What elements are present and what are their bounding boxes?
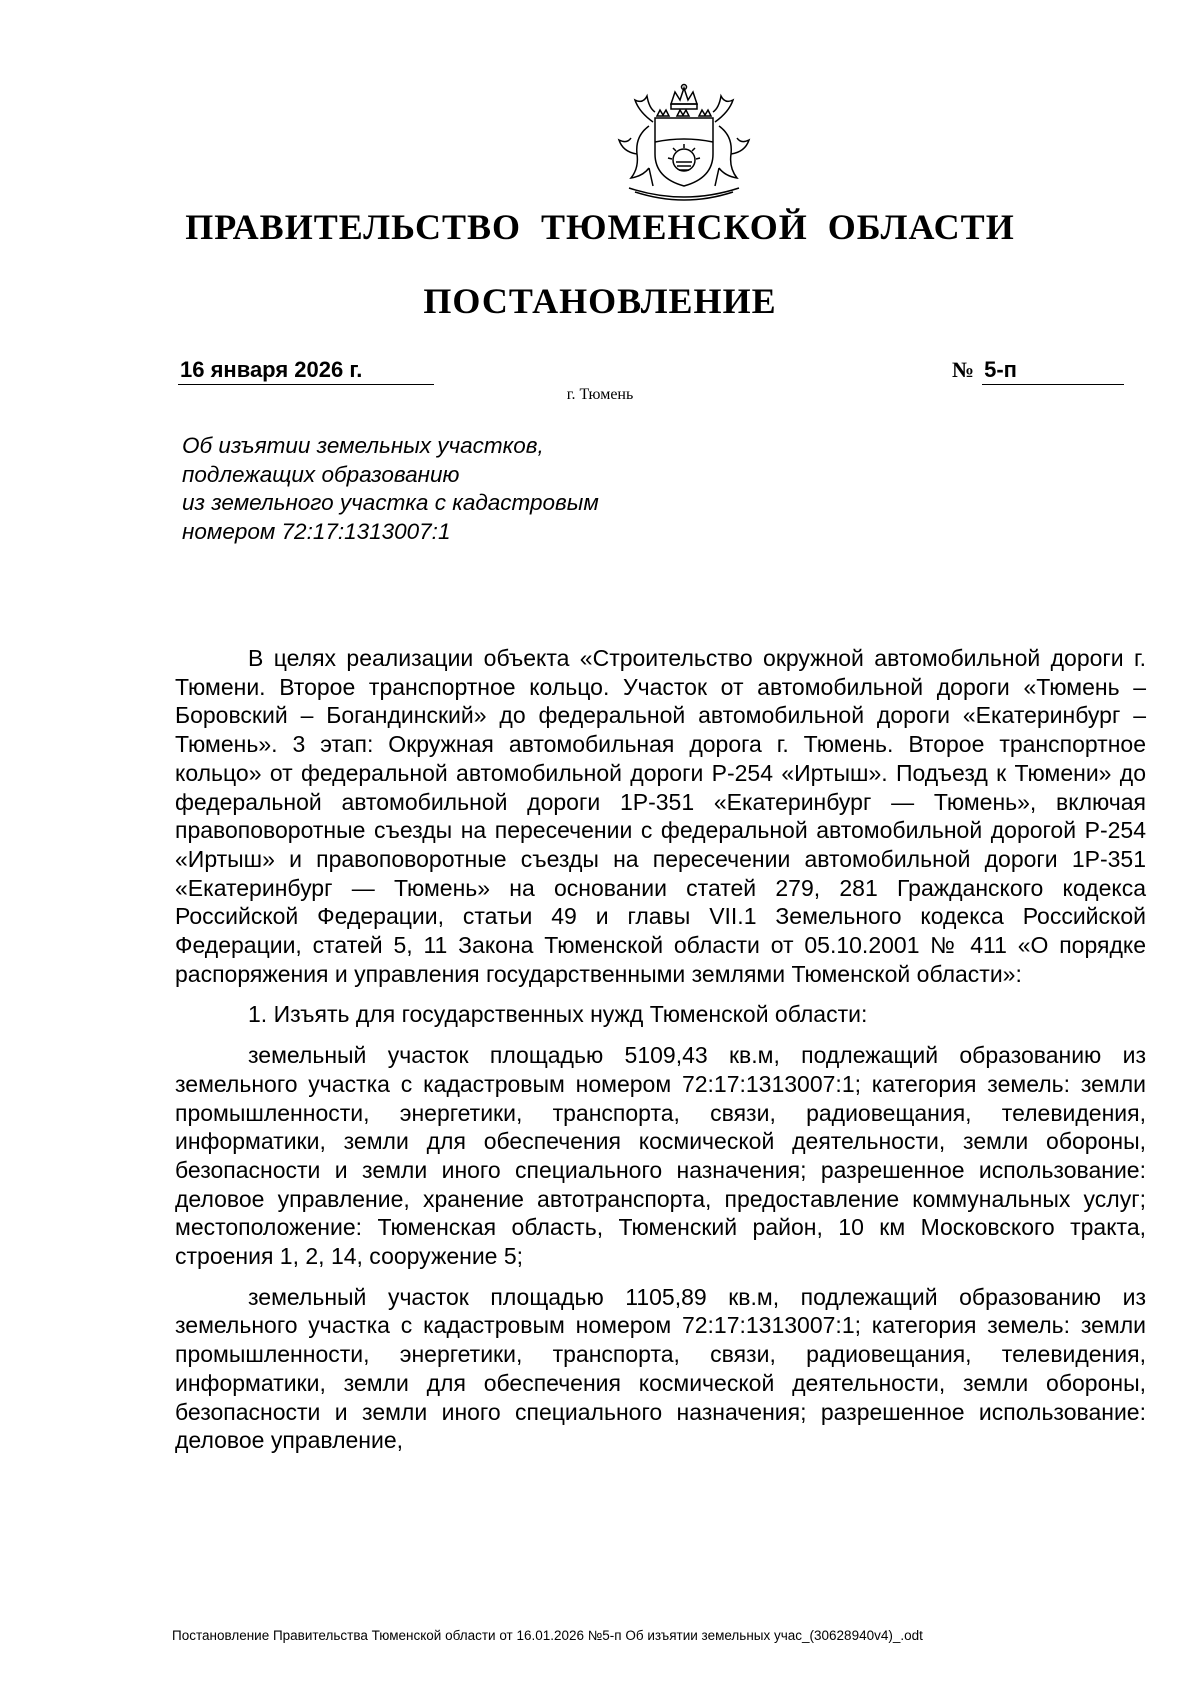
body-paragraph-land-plot-2: земельный участок площадью 1105,89 кв.м, подлежащий образованию из земельного участка с кадастровым номером 72:17:1313007:1; категория земель: земли промышленности, энергетики, транспорта, связи, радиовещания, телевидения, информатики, земли для обеспечения космической деятельности, земли обороны, безопасности и земли иного специального назначения; разрешенное использование: деловое управление,: [175, 1283, 1146, 1454]
document-body: [175, 644, 1146, 1467]
document-city: г. Тюмень: [566, 386, 634, 403]
document-footer: Постановление Правительства Тюменской области от 16.01.2026 №5-п Об изъятии земельных учас_(30628940v4)_.odt: [172, 1628, 923, 1643]
document-date: 16 января 2026 г.: [178, 356, 434, 385]
subject-line: номером 72:17:1313007:1: [182, 518, 451, 544]
subject-line: подлежащих образованию: [182, 461, 460, 487]
tyumen-coat-of-arms-icon: [609, 82, 760, 204]
body-paragraph-preamble: В целях реализации объекта «Строительство окружной автомобильной дороги г. Тюмени. Второе транспортное кольцо. Участок от автомобильной дороги «Тюмень – Боровский – Богандинский» до федеральной автомобильной дороги «Екатеринбург – Тюмень». 3 этап: Окружная автомобильная дорога г. Тюмень. Второе транспортное кольцо» от федеральной автомобильной дороги Р-254 «Иртыш». Подъезд к Тюмени» до федеральной автомобильной дороги 1Р-351 «Екатеринбург — Тюмень», включая правоповоротные съезды на пересечении с федеральной автомобильной дорогой Р-254 «Иртыш» и правоповоротные съезды на пересечении автомобильной дороги 1Р-351 «Екатеринбург — Тюмень» на основании статей 279, 281 Гражданского кодекса Российской Федерации, статьи 49 и главы VII.1 Земельного кодекса Российской Федерации, статей 5, 11 Закона Тюменской области от 05.10.2001 № 411 «О порядке распоряжения и управления государственными землями Тюменской области»:: [175, 645, 1146, 987]
body-paragraph-land-plot-1: земельный участок площадью 5109,43 кв.м, подлежащий образованию из земельного участка с кадастровым номером 72:17:1313007:1; категория земель: земли промышленности, энергетики, транспорта, связи, радиовещания, телевидения, информатики, земли для обеспечения космической деятельности, земли обороны, безопасности и земли иного специального назначения; разрешенное использование: деловое управление, хранение автотранспорта, предоставление коммунальных услуг; местоположение: Тюменская область, Тюменский район, 10 км Московского тракта, строения 1, 2, 14, сооружение 5;: [175, 1042, 1146, 1270]
document-number: 5-п: [982, 356, 1124, 385]
number-sign: №: [952, 357, 975, 382]
subject-line: из земельного участка с кадастровым: [182, 490, 599, 515]
subject-line: Об изъятии земельных участков,: [182, 433, 544, 458]
document-number-field: [952, 356, 1132, 385]
body-paragraph-clause-1: 1. Изъять для государственных нужд Тюменской области:: [248, 1001, 868, 1028]
document-subject: [182, 432, 742, 546]
coat-of-arms-emblem: [609, 82, 760, 204]
document-type-title: ПОСТАНОВЛЕНИЕ: [423, 281, 777, 321]
organization-title: ПРАВИТЕЛЬСТВО ТЮМЕНСКОЙ ОБЛАСТИ: [185, 207, 1015, 247]
